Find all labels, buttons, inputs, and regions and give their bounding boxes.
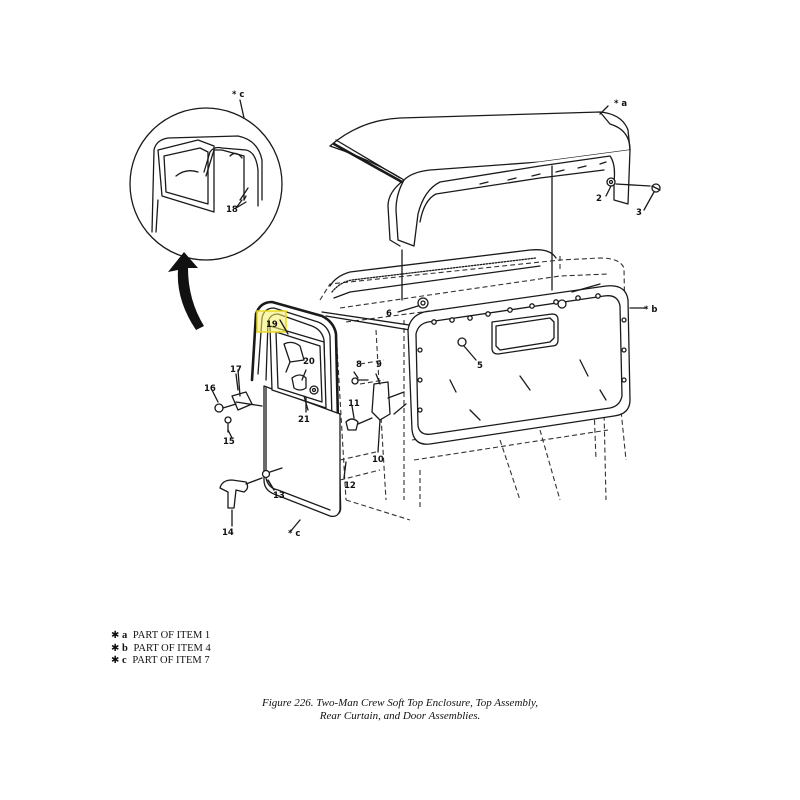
legend-key: b (122, 642, 128, 654)
callout-c-bottom: * c (288, 529, 301, 539)
caption-line-1: Figure 226. Two-Man Crew Soft Top Enclosure, Top Assembly, (262, 697, 538, 709)
legend-item-b (111, 643, 211, 656)
callout-9: 9 (376, 360, 382, 370)
callout-19: 19 (266, 320, 278, 330)
legend-item-a (111, 630, 211, 643)
callout-11: 11 (348, 399, 360, 409)
callout-18: 18 (226, 205, 238, 215)
detail-inset (130, 108, 282, 260)
callout-10: 10 (372, 455, 384, 465)
callout-14: 14 (222, 528, 234, 538)
callout-17: 17 (230, 365, 242, 375)
callout-5: 5 (477, 361, 483, 371)
callout-a: * a (614, 99, 628, 109)
legend-text: PART OF ITEM 7 (132, 655, 210, 666)
legend-item-c (111, 655, 211, 668)
soft-top-roof (330, 112, 630, 300)
callout-15: 15 (223, 437, 235, 447)
legend-text: PART OF ITEM 4 (133, 642, 211, 654)
caption-line-2: Rear Curtain, and Door Assemblies. (319, 710, 481, 722)
curved-arrow-icon (168, 252, 204, 330)
callout-6: 6 (386, 309, 392, 319)
legend (111, 630, 211, 668)
asterisk-icon: ✱ (111, 630, 120, 641)
callout-16: 16 (204, 384, 216, 394)
callout-21: 21 (298, 415, 310, 425)
legend-key: c (122, 655, 127, 666)
callout-c-top: * c (232, 90, 245, 100)
callout-b: * b (644, 305, 658, 315)
callout-13: 13 (273, 491, 285, 501)
legend-key: a (122, 630, 128, 641)
callout-8: 8 (356, 360, 362, 370)
legend-text: PART OF ITEM 1 (132, 630, 211, 641)
callout-3: 3 (636, 208, 642, 218)
asterisk-icon: ✱ (111, 642, 120, 654)
rear-curtain (408, 286, 646, 444)
callout-20: 20 (303, 357, 315, 367)
door-assembly (215, 302, 406, 516)
callout-2: 2 (596, 194, 602, 204)
asterisk-icon: ✱ (111, 655, 120, 666)
figure-caption (200, 697, 600, 723)
callout-12: 12 (344, 481, 356, 491)
